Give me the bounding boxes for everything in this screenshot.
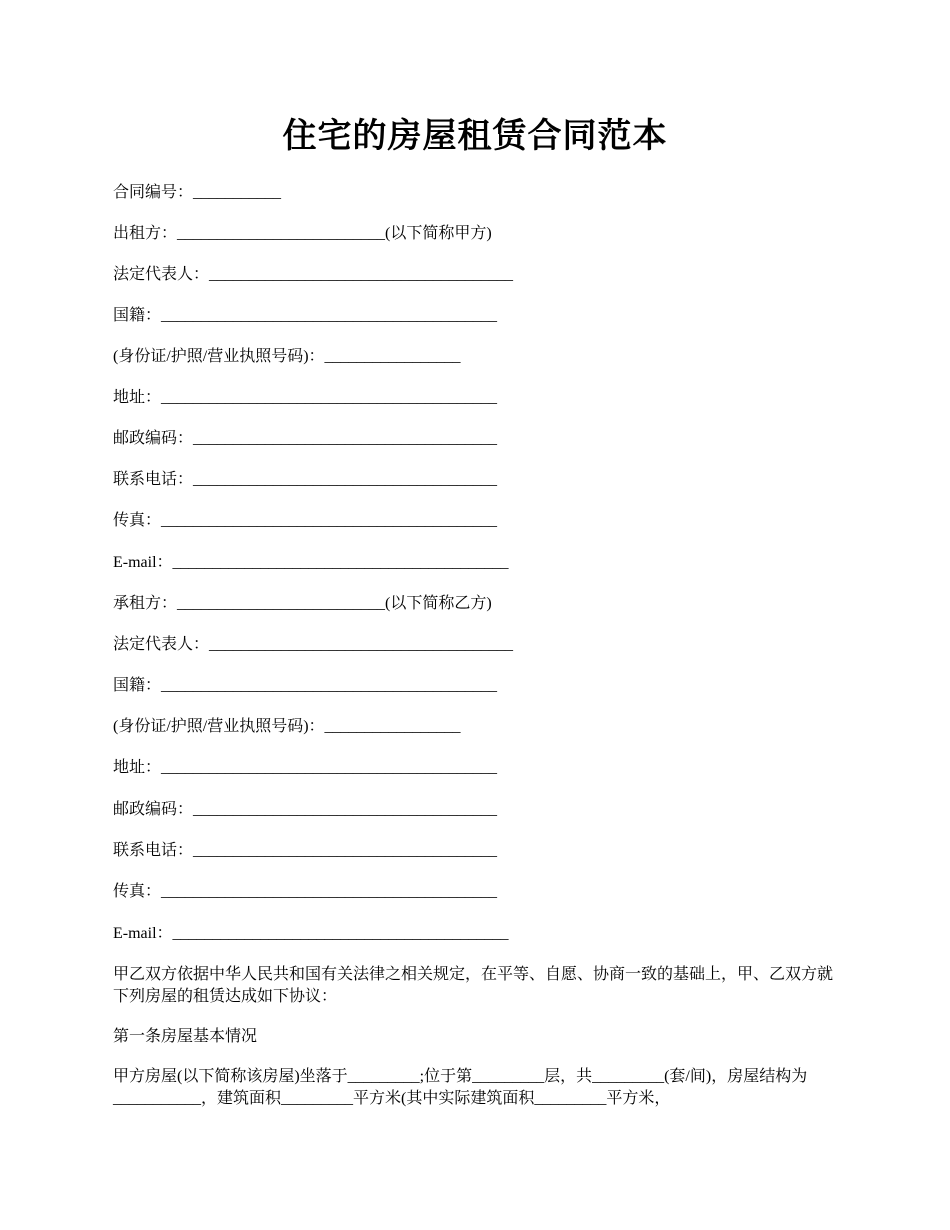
lessor-phone-line: 联系电话：______________________________________ bbox=[113, 471, 498, 488]
lessor-postal-code-line: 邮政编码：______________________________________ bbox=[113, 430, 498, 447]
lessor-id-number-line: (身份证/护照/营业执照号码)：_________________ bbox=[113, 348, 461, 365]
lessee-id-number-line: (身份证/护照/营业执照号码)：_________________ bbox=[113, 718, 461, 735]
lessee-email-line: E-mail：__________________________________________ bbox=[113, 925, 509, 942]
document-title: 住宅的房屋租赁合同范本 bbox=[282, 116, 668, 156]
lessor-fax-line: 传真：__________________________________________ bbox=[113, 512, 498, 529]
lessee-address-line: 地址：__________________________________________ bbox=[113, 759, 498, 776]
intro-paragraph: 甲乙双方依据中华人民共和国有关法律之相关规定，在平等、自愿、协商一致的基础上，甲、乙双方就下列房屋的租赁达成如下协议： bbox=[113, 966, 834, 1005]
lessee-legal-rep-line: 法定代表人：______________________________________ bbox=[113, 636, 514, 653]
lessor-nationality-line: 国籍：__________________________________________ bbox=[113, 307, 498, 324]
contract-number-line: 合同编号：___________ bbox=[113, 184, 282, 201]
lessor-email-line: E-mail：__________________________________________ bbox=[113, 554, 509, 571]
lessee-phone-line: 联系电话：______________________________________ bbox=[113, 842, 498, 859]
lessee-fax-line: 传真：__________________________________________ bbox=[113, 883, 498, 900]
lessor-line: 出租方：__________________________(以下简称甲方) bbox=[113, 225, 492, 242]
lessee-line: 承租方：__________________________(以下简称乙方) bbox=[113, 595, 492, 612]
lessee-nationality-line: 国籍：__________________________________________ bbox=[113, 677, 498, 694]
lessor-address-line: 地址：__________________________________________ bbox=[113, 389, 498, 406]
lessor-legal-rep-line: 法定代表人：______________________________________ bbox=[113, 266, 514, 283]
article-1-heading: 第一条房屋基本情况 bbox=[113, 1028, 258, 1045]
lessee-postal-code-line: 邮政编码：______________________________________ bbox=[113, 801, 498, 818]
article-1-paragraph: 甲方房屋(以下简称该房屋)坐落于_________;位于第_________层，共_________(套/间)，房屋结构为___________，建筑面积_________平方米(其中实际建筑面积_________平方米， bbox=[113, 1068, 808, 1107]
